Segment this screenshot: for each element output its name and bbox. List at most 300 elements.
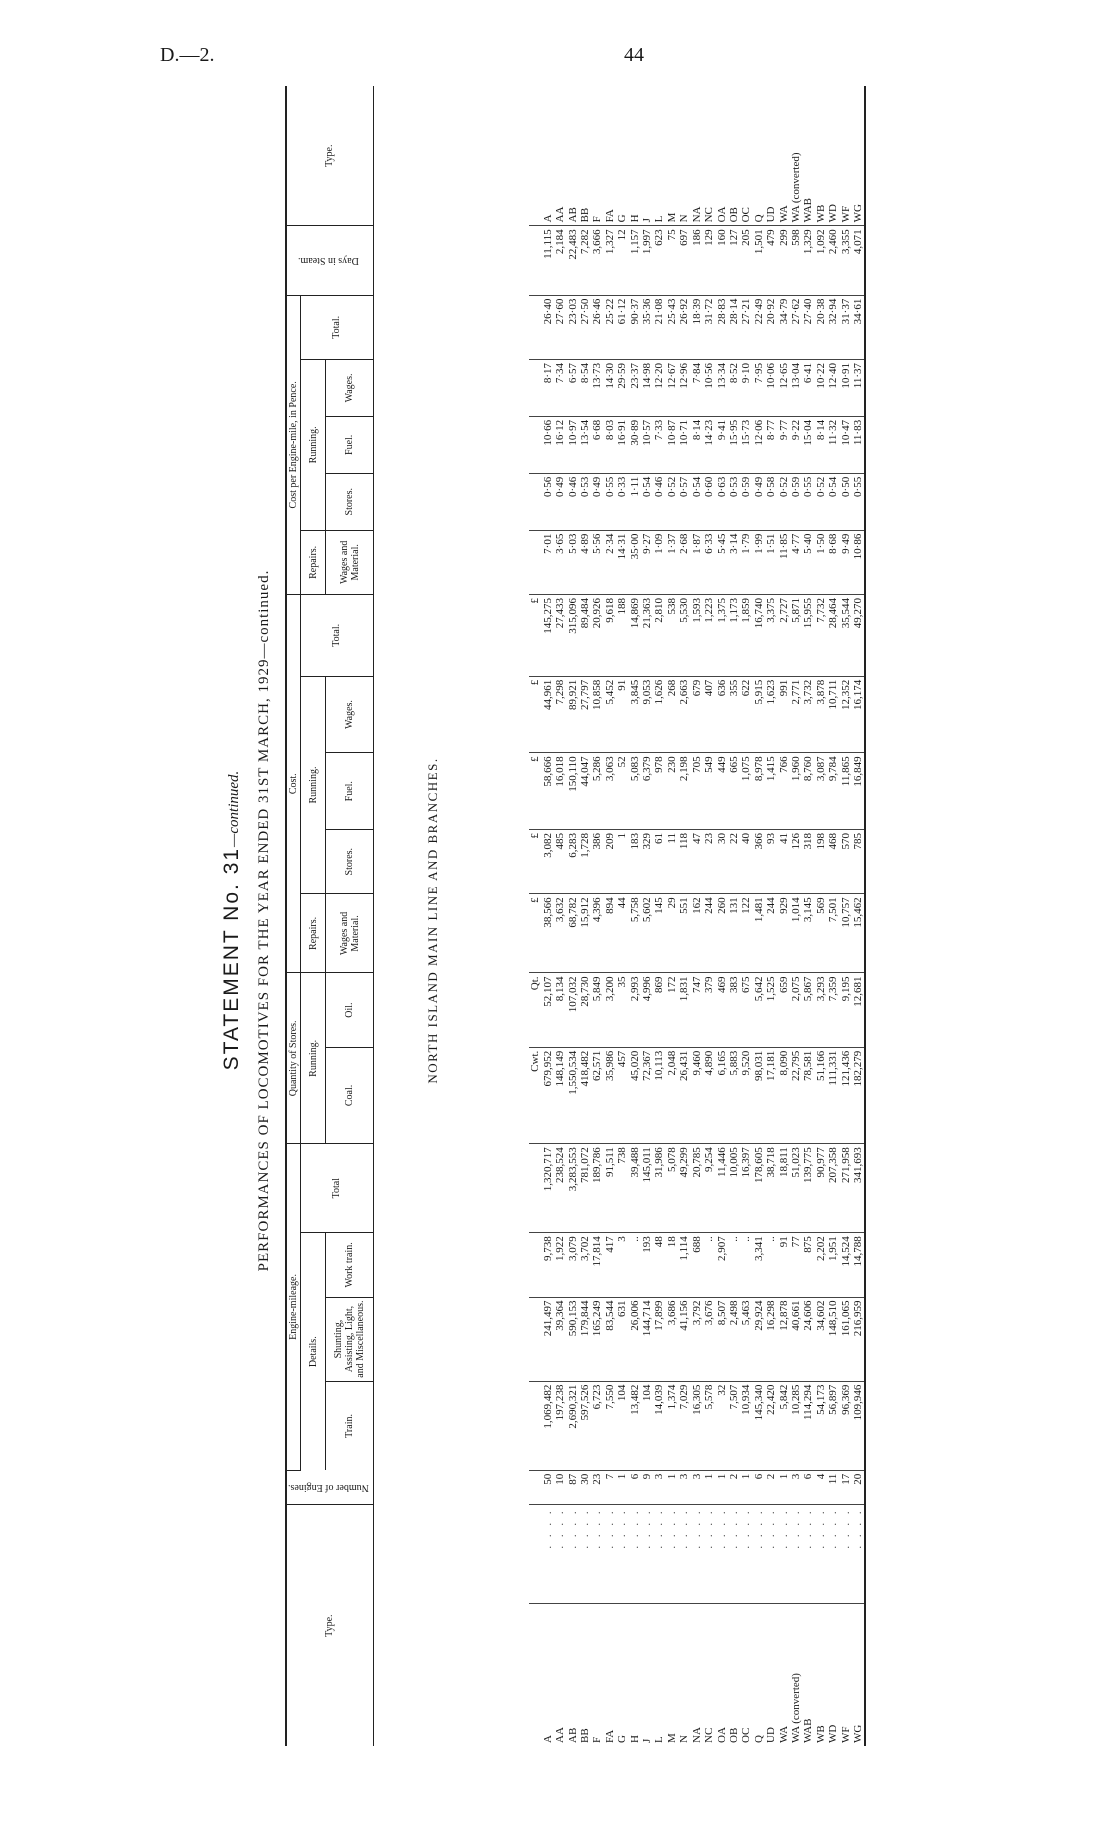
dots-leader: . . . . — [753, 1505, 765, 1604]
pence-repairs-cell: 2·68 — [678, 530, 690, 594]
pence-repairs-cell: 4·77 — [790, 530, 802, 594]
oil-cell: 383 — [728, 973, 740, 1047]
coal-cell: 51,166 — [815, 1047, 827, 1143]
unit-pound: £ — [529, 594, 542, 676]
dots-leader: . . . . — [629, 1505, 641, 1604]
dots-leader: . . . . — [616, 1505, 628, 1604]
train-mileage-cell: 1,069,482 — [542, 1381, 554, 1470]
cost-stores-cell: 785 — [852, 830, 865, 894]
shunting-mileage-cell: 16,298 — [765, 1297, 777, 1381]
total-mileage-cell: 189,786 — [591, 1144, 603, 1233]
cost-repairs-cell: 44 — [616, 894, 628, 973]
shunting-mileage-cell: 165,249 — [591, 1297, 603, 1381]
pence-repairs-cell: 5·45 — [716, 530, 728, 594]
pence-stores-cell: 0·54 — [827, 473, 839, 530]
engines-cell: 17 — [840, 1470, 852, 1505]
cost-total-cell: 2,727 — [778, 594, 790, 676]
days-in-steam-cell: 127 — [728, 226, 740, 295]
dots-leader: . . . . — [579, 1505, 591, 1604]
pence-wages-cell: 14·98 — [641, 360, 653, 417]
header-stores-running: Running. — [301, 973, 326, 1144]
pence-wages-cell: 7·95 — [753, 360, 765, 417]
cost-total-cell: 35,544 — [840, 594, 852, 676]
engines-cell: 11 — [827, 1470, 839, 1505]
shunting-mileage-cell: 41,156 — [678, 1297, 690, 1381]
train-mileage-cell: 104 — [616, 1381, 628, 1470]
work-train-mileage-cell: 3,702 — [579, 1233, 591, 1297]
table-row — [728, 86, 740, 1746]
engines-cell: 10 — [554, 1470, 566, 1505]
pence-wages-cell: 10·22 — [815, 360, 827, 417]
days-in-steam-cell: 7,282 — [579, 226, 591, 295]
pence-repairs-cell: 35·00 — [629, 530, 641, 594]
coal-cell: 5,883 — [728, 1047, 740, 1143]
oil-cell: 2,993 — [629, 973, 641, 1047]
type-right-cell: WG — [852, 86, 865, 226]
pence-total-cell: 27·62 — [790, 295, 802, 359]
oil-cell: 28,730 — [579, 973, 591, 1047]
train-mileage-cell: 145,340 — [753, 1381, 765, 1470]
coal-cell: 9,460 — [691, 1047, 703, 1143]
pence-fuel-cell: 30·89 — [629, 416, 641, 473]
cost-total-cell: 28,464 — [827, 594, 839, 676]
pence-wages-cell: 10·91 — [840, 360, 852, 417]
cost-stores-cell: 209 — [604, 830, 616, 894]
cost-stores-cell: 329 — [641, 830, 653, 894]
cost-fuel-cell: 6,379 — [641, 753, 653, 830]
type-cell: H — [628, 1735, 641, 1743]
cost-stores-cell: 3,082 — [542, 830, 554, 894]
coal-cell: 148,149 — [554, 1047, 566, 1143]
days-in-steam-cell: 2,460 — [827, 226, 839, 295]
pence-total-cell: 23·03 — [567, 295, 579, 359]
engines-cell: 87 — [567, 1470, 579, 1505]
pence-fuel-cell: 15·04 — [802, 416, 814, 473]
unit-coal: Cwt. — [529, 1047, 542, 1143]
pence-total-cell: 90·37 — [629, 295, 641, 359]
train-mileage-cell: 2,690,321 — [567, 1381, 579, 1470]
shunting-mileage-cell: 3,792 — [691, 1297, 703, 1381]
oil-cell: 5,867 — [802, 973, 814, 1047]
engines-cell: 1 — [740, 1470, 752, 1505]
oil-cell: 747 — [691, 973, 703, 1047]
cost-repairs-cell: 244 — [703, 894, 715, 973]
table-row — [567, 86, 579, 1746]
pence-wages-cell: 7·34 — [554, 360, 566, 417]
work-train-mileage-cell: 2,202 — [815, 1233, 827, 1297]
engines-cell: 3 — [678, 1470, 690, 1505]
type-right-cell: NA — [691, 86, 703, 226]
coal-cell: 26,431 — [678, 1047, 690, 1143]
table-row — [815, 86, 827, 1746]
cost-repairs-cell: 929 — [778, 894, 790, 973]
cost-fuel-cell: 58,666 — [542, 753, 554, 830]
cost-total-cell: 9,618 — [604, 594, 616, 676]
cost-fuel-cell: 705 — [691, 753, 703, 830]
pence-fuel-cell: 8·03 — [604, 416, 616, 473]
table-row — [579, 86, 591, 1746]
table-row — [554, 86, 566, 1746]
dots-leader: . . . . — [840, 1505, 852, 1604]
total-mileage-cell: 238,524 — [554, 1144, 566, 1233]
table-row — [604, 86, 616, 1746]
work-train-mileage-cell: .. — [765, 1233, 777, 1297]
cost-total-cell: 20,926 — [591, 594, 603, 676]
type-cell: WD — [827, 1724, 840, 1743]
type-right-cell: L — [653, 86, 665, 226]
pence-wages-cell: 12·96 — [678, 360, 690, 417]
pence-repairs-cell: 1·99 — [753, 530, 765, 594]
pence-fuel-cell: 16·91 — [616, 416, 628, 473]
type-right-cell: N — [678, 86, 690, 226]
pence-fuel-cell: 9·22 — [790, 416, 802, 473]
shunting-mileage-cell: 83,544 — [604, 1297, 616, 1381]
type-right-cell: FA — [604, 86, 616, 226]
cost-wages-cell: 1,626 — [653, 676, 665, 753]
days-in-steam-cell: 75 — [666, 226, 678, 295]
type-right-cell: J — [641, 86, 653, 226]
coal-cell: 78,581 — [802, 1047, 814, 1143]
pence-repairs-cell: 11·85 — [778, 530, 790, 594]
pence-wages-cell: 7·84 — [691, 360, 703, 417]
pence-repairs-cell: 1·09 — [653, 530, 665, 594]
cost-wages-cell: 10,711 — [827, 676, 839, 753]
cost-fuel-cell: 3,063 — [604, 753, 616, 830]
train-mileage-cell: 5,842 — [778, 1381, 790, 1470]
title-suffix: —continued. — [226, 770, 242, 847]
work-train-mileage-cell: 2,907 — [716, 1233, 728, 1297]
dots-leader: . . . . — [852, 1505, 865, 1604]
type-right-cell: NC — [703, 86, 715, 226]
table-row — [790, 86, 802, 1746]
work-train-mileage-cell: 3,079 — [567, 1233, 579, 1297]
oil-cell: 5,849 — [591, 973, 603, 1047]
days-in-steam-cell: 1,997 — [641, 226, 653, 295]
table-row — [740, 86, 752, 1746]
oil-cell: 1,831 — [678, 973, 690, 1047]
work-train-mileage-cell: 1,922 — [554, 1233, 566, 1297]
train-mileage-cell: 197,238 — [554, 1381, 566, 1470]
type-cell: BB — [579, 1728, 592, 1743]
table-row — [629, 86, 641, 1746]
pence-stores-cell: 0·57 — [678, 473, 690, 530]
work-train-mileage-cell: .. — [728, 1233, 740, 1297]
total-mileage-cell: 781,072 — [579, 1144, 591, 1233]
page-ref: D.—2. — [160, 44, 215, 66]
cost-repairs-cell: 15,462 — [852, 894, 865, 973]
pence-fuel-cell: 8·14 — [691, 416, 703, 473]
cost-fuel-cell: 44,047 — [579, 753, 591, 830]
header-oil: Oil. — [326, 973, 373, 1047]
cost-fuel-cell: 1,960 — [790, 753, 802, 830]
pence-stores-cell: 0·46 — [567, 473, 579, 530]
days-in-steam-cell: 129 — [703, 226, 715, 295]
dots-leader: . . . . — [554, 1505, 566, 1604]
coal-cell: 2,048 — [666, 1047, 678, 1143]
header-cost: Cost. — [286, 594, 301, 973]
engines-cell: 50 — [542, 1470, 554, 1505]
cost-stores-cell: 1 — [616, 830, 628, 894]
train-mileage-cell: 7,029 — [678, 1381, 690, 1470]
header-number-of-engines: Number of Engines. — [286, 1470, 373, 1505]
coal-cell: 35,986 — [604, 1047, 616, 1143]
pence-stores-cell: 0·52 — [815, 473, 827, 530]
train-mileage-cell: 7,507 — [728, 1381, 740, 1470]
oil-cell: 659 — [778, 973, 790, 1047]
type-cell: OB — [727, 1727, 740, 1743]
cost-wages-cell: 3,845 — [629, 676, 641, 753]
pence-stores-cell: 0·54 — [691, 473, 703, 530]
cost-repairs-cell: 894 — [604, 894, 616, 973]
table-row — [827, 86, 839, 1746]
work-train-mileage-cell: 3,341 — [753, 1233, 765, 1297]
total-mileage-cell: 38,718 — [765, 1144, 777, 1233]
total-mileage-cell: 90,977 — [815, 1144, 827, 1233]
days-in-steam-cell: 1,501 — [753, 226, 765, 295]
oil-cell: 35 — [616, 973, 628, 1047]
pence-total-cell: 28·14 — [728, 295, 740, 359]
total-mileage-cell: 341,693 — [852, 1144, 865, 1233]
pence-stores-cell: 0·59 — [740, 473, 752, 530]
pence-fuel-cell: 8·77 — [765, 416, 777, 473]
pence-repairs-cell: 9·49 — [840, 530, 852, 594]
cost-fuel-cell: 665 — [728, 753, 740, 830]
coal-cell: 1,550,534 — [567, 1047, 579, 1143]
cost-fuel-cell: 150,110 — [567, 753, 579, 830]
unit-pound: £ — [529, 753, 542, 830]
pence-wages-cell: 8·54 — [579, 360, 591, 417]
cost-fuel-cell: 2,198 — [678, 753, 690, 830]
type-right-cell: OA — [716, 86, 728, 226]
shunting-mileage-cell: 144,714 — [641, 1297, 653, 1381]
cost-total-cell: 89,484 — [579, 594, 591, 676]
oil-cell: 5,642 — [753, 973, 765, 1047]
cost-wages-cell: 2,663 — [678, 676, 690, 753]
cost-total-cell: 188 — [616, 594, 628, 676]
pence-repairs-cell: 9·27 — [641, 530, 653, 594]
pence-stores-cell: 0·49 — [554, 473, 566, 530]
shunting-mileage-cell: 24,606 — [802, 1297, 814, 1381]
cost-stores-cell: 23 — [703, 830, 715, 894]
engines-cell: 1 — [616, 1470, 628, 1505]
pence-wages-cell: 6·41 — [802, 360, 814, 417]
cost-stores-cell: 183 — [629, 830, 641, 894]
oil-cell: 52,107 — [542, 973, 554, 1047]
total-mileage-cell: 207,358 — [827, 1144, 839, 1233]
pence-stores-cell: 0·55 — [852, 473, 865, 530]
pence-fuel-cell: 7·33 — [653, 416, 665, 473]
total-mileage-cell: 738 — [616, 1144, 628, 1233]
oil-cell: 4,996 — [641, 973, 653, 1047]
type-right-cell: G — [616, 86, 628, 226]
pence-repairs-cell: 5·56 — [591, 530, 603, 594]
total-mileage-cell: 139,775 — [802, 1144, 814, 1233]
table-row — [542, 86, 554, 1746]
work-train-mileage-cell: 18 — [666, 1233, 678, 1297]
pence-wages-cell: 29·59 — [616, 360, 628, 417]
type-cell: WF — [839, 1726, 852, 1743]
shunting-mileage-cell: 216,959 — [852, 1297, 865, 1381]
cost-wages-cell: 3,878 — [815, 676, 827, 753]
cost-repairs-cell: 131 — [728, 894, 740, 973]
work-train-mileage-cell: .. — [629, 1233, 641, 1297]
table-row — [678, 86, 690, 1746]
table-row — [716, 86, 728, 1746]
cost-total-cell: 538 — [666, 594, 678, 676]
type-cell: Q — [752, 1735, 765, 1743]
cost-fuel-cell: 5,083 — [629, 753, 641, 830]
table-row — [703, 86, 715, 1746]
days-in-steam-cell: 299 — [778, 226, 790, 295]
pence-repairs-cell: 6·33 — [703, 530, 715, 594]
cost-total-cell: 315,096 — [567, 594, 579, 676]
type-cell: F — [591, 1736, 604, 1743]
cost-fuel-cell: 8,760 — [802, 753, 814, 830]
cost-total-cell: 3,375 — [765, 594, 777, 676]
pence-stores-cell: 0·53 — [728, 473, 740, 530]
pence-fuel-cell: 10·71 — [678, 416, 690, 473]
pence-wages-cell: 10·56 — [703, 360, 715, 417]
header-cost-stores: Stores. — [326, 830, 373, 894]
cost-repairs-cell: 3,632 — [554, 894, 566, 973]
shunting-mileage-cell: 179,844 — [579, 1297, 591, 1381]
days-in-steam-cell: 22,483 — [567, 226, 579, 295]
pence-stores-cell: 0·58 — [765, 473, 777, 530]
table-row — [765, 86, 777, 1746]
pence-fuel-cell: 15·73 — [740, 416, 752, 473]
pence-repairs-cell: 3·14 — [728, 530, 740, 594]
pence-fuel-cell: 16·12 — [554, 416, 566, 473]
dots-leader: . . . . — [765, 1505, 777, 1604]
dots-leader: . . . . — [678, 1505, 690, 1604]
type-cell: UD — [765, 1727, 778, 1743]
pence-total-cell: 20·38 — [815, 295, 827, 359]
pence-stores-cell: 0·60 — [703, 473, 715, 530]
header-cost-wages-material: Wages and Material. — [326, 894, 373, 973]
cost-wages-cell: 991 — [778, 676, 790, 753]
pence-fuel-cell: 15·95 — [728, 416, 740, 473]
total-mileage-cell: 9,254 — [703, 1144, 715, 1233]
shunting-mileage-cell: 148,510 — [827, 1297, 839, 1381]
unit-pound: £ — [529, 830, 542, 894]
oil-cell: 172 — [666, 973, 678, 1047]
total-mileage-cell: 91,511 — [604, 1144, 616, 1233]
header-pence-running: Running. — [301, 360, 326, 531]
cost-wages-cell: 89,921 — [567, 676, 579, 753]
cost-wages-cell: 2,771 — [790, 676, 802, 753]
coal-cell: 45,020 — [629, 1047, 641, 1143]
pence-fuel-cell: 10·57 — [641, 416, 653, 473]
cost-stores-cell: 22 — [728, 830, 740, 894]
type-cell: NC — [703, 1727, 716, 1743]
coal-cell: 679,952 — [542, 1047, 554, 1143]
cost-stores-cell: 93 — [765, 830, 777, 894]
work-train-mileage-cell: 77 — [790, 1233, 802, 1297]
cost-repairs-cell: 1,481 — [753, 894, 765, 973]
total-mileage-cell: 18,811 — [778, 1144, 790, 1233]
shunting-mileage-cell: 241,497 — [542, 1297, 554, 1381]
type-right-cell: M — [666, 86, 678, 226]
type-cell: AA — [554, 1727, 567, 1743]
header-coal: Coal. — [326, 1047, 373, 1143]
shunting-mileage-cell: 17,899 — [653, 1297, 665, 1381]
train-mileage-cell: 22,420 — [765, 1381, 777, 1470]
table-row — [691, 86, 703, 1746]
oil-cell: 3,200 — [604, 973, 616, 1047]
train-mileage-cell: 6,723 — [591, 1381, 603, 1470]
pence-wages-cell: 8·52 — [728, 360, 740, 417]
days-in-steam-cell: 4,071 — [852, 226, 865, 295]
cost-total-cell: 21,363 — [641, 594, 653, 676]
oil-cell: 12,681 — [852, 973, 865, 1047]
cost-repairs-cell: 260 — [716, 894, 728, 973]
dots-leader: . . . . — [815, 1505, 827, 1604]
cost-total-cell: 145,275 — [542, 594, 554, 676]
shunting-mileage-cell: 29,924 — [753, 1297, 765, 1381]
type-cell: G — [616, 1735, 629, 1743]
engines-cell: 6 — [753, 1470, 765, 1505]
cost-fuel-cell: 16,849 — [852, 753, 865, 830]
cost-total-cell: 1,593 — [691, 594, 703, 676]
engines-cell: 3 — [691, 1470, 703, 1505]
header-pence-wages: Wages. — [326, 360, 373, 417]
days-in-steam-cell: 12 — [616, 226, 628, 295]
cost-stores-cell: 468 — [827, 830, 839, 894]
shunting-mileage-cell: 40,661 — [790, 1297, 802, 1381]
cost-stores-cell: 6,283 — [567, 830, 579, 894]
cost-stores-cell: 198 — [815, 830, 827, 894]
cost-wages-cell: 12,352 — [840, 676, 852, 753]
cost-stores-cell: 386 — [591, 830, 603, 894]
type-cell: WA — [777, 1725, 790, 1743]
total-mileage-cell: 31,986 — [653, 1144, 665, 1233]
header-type: Type. — [286, 1505, 373, 1746]
type-right-cell: AA — [554, 86, 566, 226]
work-train-mileage-cell: 1,114 — [678, 1233, 690, 1297]
statement-title: STATEMENT No. 31—continued. — [220, 770, 243, 1071]
cost-total-cell: 16,740 — [753, 594, 765, 676]
shunting-mileage-cell: 2,498 — [728, 1297, 740, 1381]
pence-wages-cell: 13·73 — [591, 360, 603, 417]
cost-repairs-cell: 145 — [653, 894, 665, 973]
oil-cell: 3,293 — [815, 973, 827, 1047]
pence-wages-cell: 9·10 — [740, 360, 752, 417]
cost-wages-cell: 355 — [728, 676, 740, 753]
shunting-mileage-cell: 26,006 — [629, 1297, 641, 1381]
type-right-cell: UD — [765, 86, 777, 226]
type-cell: A — [541, 1735, 554, 1743]
cost-wages-cell: 10,858 — [591, 676, 603, 753]
type-cell: OC — [740, 1727, 753, 1743]
engines-cell: 23 — [591, 1470, 603, 1505]
pence-fuel-cell: 13·54 — [579, 416, 591, 473]
shunting-mileage-cell: 34,602 — [815, 1297, 827, 1381]
table-row — [591, 86, 603, 1746]
pence-total-cell: 27·21 — [740, 295, 752, 359]
work-train-mileage-cell: .. — [740, 1233, 752, 1297]
days-in-steam-cell: 160 — [716, 226, 728, 295]
cost-total-cell: 2,810 — [653, 594, 665, 676]
dots-leader: . . . . — [740, 1505, 752, 1604]
cost-total-cell: 7,732 — [815, 594, 827, 676]
total-mileage-cell: 20,785 — [691, 1144, 703, 1233]
cost-stores-cell: 126 — [790, 830, 802, 894]
unit-pound: £ — [529, 894, 542, 973]
engines-cell: 1 — [703, 1470, 715, 1505]
days-in-steam-cell: 2,184 — [554, 226, 566, 295]
engines-cell: 1 — [778, 1470, 790, 1505]
cost-repairs-cell: 551 — [678, 894, 690, 973]
